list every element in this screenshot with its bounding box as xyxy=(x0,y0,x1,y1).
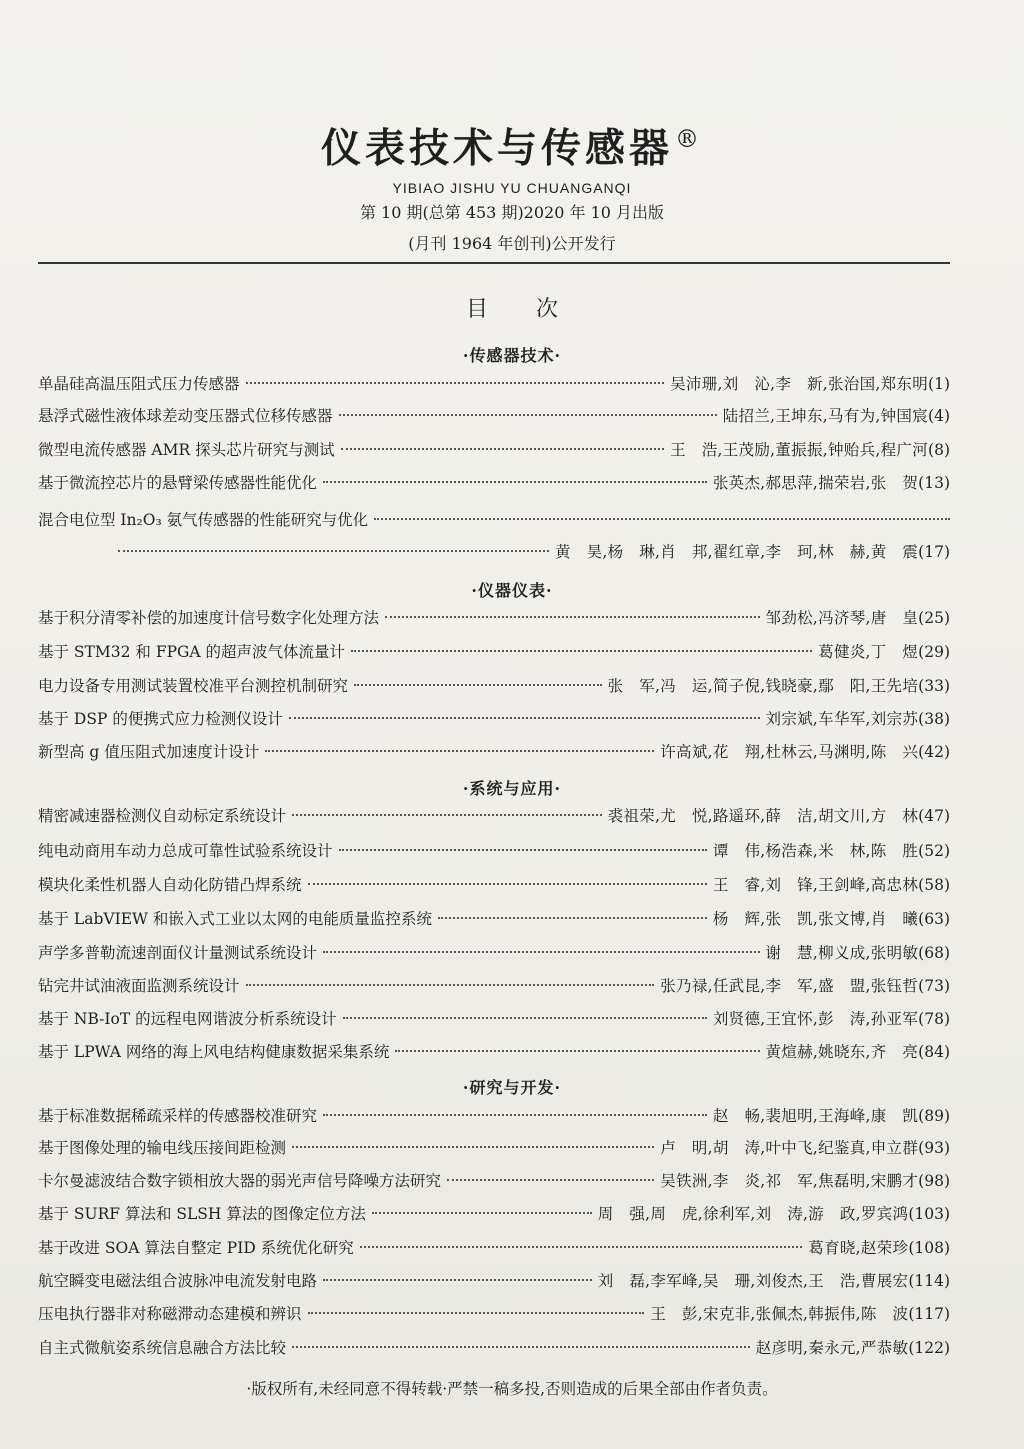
entry-authors: 赵 畅,裴旭明,王海峰,康 凯 xyxy=(712,1107,919,1125)
leader-dots xyxy=(323,951,760,953)
entry-authors: 黄煊赫,姚晓东,齐 亮 xyxy=(765,1043,919,1061)
entry-title: 精密减速器检测仪自动标定系统设计 xyxy=(38,807,287,825)
leader-dots xyxy=(395,1050,759,1052)
leader-dots xyxy=(374,518,950,520)
entry-page: (68) xyxy=(918,944,950,962)
entry-title: 自主式微航姿系统信息融合方法比较 xyxy=(38,1339,287,1357)
toc-entry-continuation[interactable] xyxy=(38,540,950,562)
leader-dots xyxy=(118,550,549,552)
entry-title: 基于 LPWA 网络的海上风电结构健康数据采集系统 xyxy=(38,1043,390,1061)
entry-title: 基于 LabVIEW 和嵌入式工业以太网的电能质量监控系统 xyxy=(38,910,432,928)
entry-title: 基于 SURF 算法和 SLSH 算法的图像定位方法 xyxy=(38,1205,366,1223)
toc-entry[interactable] xyxy=(38,404,950,426)
toc-entry[interactable] xyxy=(38,804,950,826)
entry-page: (117) xyxy=(908,1305,950,1323)
entry-authors: 刘宗斌,车华军,刘宗苏 xyxy=(765,710,919,728)
section-heading-systems: ·系统与应用· xyxy=(462,779,562,798)
entry-title: 单晶硅高温压阻式压力传感器 xyxy=(38,375,240,393)
toc-entry[interactable] xyxy=(38,873,950,895)
entry-page: (42) xyxy=(918,743,950,761)
leader-dots xyxy=(308,1312,645,1314)
entry-authors: 葛健炎,丁 煜 xyxy=(818,643,919,661)
entry-authors: 谭 伟,杨浩森,米 林,陈 胜 xyxy=(712,842,919,860)
entry-authors: 卢 明,胡 涛,叶中飞,纪鉴真,申立群 xyxy=(660,1139,919,1157)
entry-authors: 刘贤德,王宜怀,彭 涛,孙亚军 xyxy=(712,1010,919,1028)
entry-authors: 黄 昊,杨 琳,肖 邦,翟红章,李 珂,林 赫,黄 震 xyxy=(555,543,919,561)
founded-line: (月刊 1964 年创刊)公开发行 xyxy=(408,234,616,254)
entry-page: (17) xyxy=(918,543,950,561)
journal-title: 仪表技术与传感器® xyxy=(321,124,703,172)
entry-title: 卡尔曼滤波结合数字锁相放大器的弱光声信号降噪方法研究 xyxy=(38,1172,442,1190)
leader-dots xyxy=(438,917,707,919)
toc-entry[interactable] xyxy=(38,1269,950,1291)
copyright-notice: ·版权所有,未经同意不得转载·严禁一稿多投,否则造成的后果全部由作者负责。 xyxy=(246,1380,778,1398)
toc-entry[interactable] xyxy=(38,674,950,696)
entry-title: 悬浮式磁性液体球差动变压器式位移传感器 xyxy=(38,407,333,425)
registered-mark: ® xyxy=(675,125,703,153)
entry-page: (29) xyxy=(918,643,950,661)
toc-entry[interactable] xyxy=(38,471,950,493)
entry-page: (78) xyxy=(918,1010,950,1028)
entry-page: (4) xyxy=(928,407,950,425)
leader-dots xyxy=(292,1346,750,1348)
entry-authors: 杨 辉,张 凯,张文博,肖 曦 xyxy=(712,910,919,928)
leader-dots xyxy=(246,984,655,986)
leader-dots xyxy=(372,1212,592,1214)
entry-authors: 王 浩,王茂励,董振振,钟贻兵,程广河 xyxy=(670,441,929,459)
entry-page: (33) xyxy=(918,677,950,695)
entry-page: (84) xyxy=(918,1043,950,1061)
entry-authors: 赵彦明,秦永元,严恭敏 xyxy=(755,1339,909,1357)
entry-title: 基于 NB-IoT 的远程电网谐波分析系统设计 xyxy=(38,1010,337,1028)
toc-entry[interactable] xyxy=(38,1336,950,1358)
leader-dots xyxy=(447,1179,654,1181)
toc-entry[interactable] xyxy=(38,1007,950,1029)
section-heading-instruments: ·仪器仪表· xyxy=(471,581,553,600)
entry-authors: 邹劲松,冯济琴,唐 皇 xyxy=(765,609,919,627)
entry-authors: 周 强,周 虎,徐利军,刘 涛,游 政,罗宾鸿 xyxy=(597,1205,909,1223)
leader-dots xyxy=(323,481,707,483)
header-divider xyxy=(38,262,950,264)
entry-authors: 陆招兰,王坤东,马有为,钟国宸 xyxy=(722,407,929,425)
section-heading-sensor-tech: ·传感器技术· xyxy=(462,346,562,365)
entry-page: (73) xyxy=(918,977,950,995)
entry-authors: 刘 磊,李军峰,吴 珊,刘俊杰,王 浩,曹展宏 xyxy=(597,1272,909,1290)
entry-authors: 谢 慧,柳义成,张明敏 xyxy=(765,944,919,962)
leader-dots xyxy=(292,1146,654,1148)
entry-title: 基于图像处理的输电线压接间距检测 xyxy=(38,1139,287,1157)
entry-title: 基于积分清零补偿的加速度计信号数字化处理方法 xyxy=(38,609,380,627)
entry-page: (13) xyxy=(918,474,950,492)
entry-authors: 张 军,冯 运,简子倪,钱晓豪,鄢 阳,王先培 xyxy=(607,677,919,695)
toc-entry[interactable] xyxy=(38,1136,950,1158)
entry-page: (38) xyxy=(918,710,950,728)
toc-entry[interactable] xyxy=(38,1302,950,1324)
entry-page: (47) xyxy=(918,807,950,825)
entry-title: 基于标准数据稀疏采样的传感器校准研究 xyxy=(38,1107,318,1125)
toc-entry[interactable] xyxy=(38,438,950,460)
entry-authors: 吴沛珊,刘 沁,李 新,张治国,郑东明 xyxy=(670,375,929,393)
entry-authors: 葛育晓,赵荣珍 xyxy=(808,1239,909,1257)
entry-page: (108) xyxy=(908,1239,950,1257)
toc-heading: 目次 xyxy=(465,297,606,322)
leader-dots xyxy=(292,814,602,816)
toc-entry[interactable] xyxy=(38,1202,950,1224)
toc-entry[interactable] xyxy=(38,1104,950,1126)
leader-dots xyxy=(385,616,760,618)
journal-pinyin: YIBIAO JISHU YU CHUANGANQI xyxy=(392,180,632,197)
leader-dots xyxy=(351,650,812,652)
toc-entry[interactable] xyxy=(38,508,950,530)
leader-dots xyxy=(343,1017,707,1019)
entry-title: 航空瞬变电磁法组合波脉冲电流发射电路 xyxy=(38,1272,318,1290)
toc-entry[interactable] xyxy=(38,606,950,628)
entry-authors: 王 彭,宋克非,张佩杰,韩振伟,陈 波 xyxy=(650,1305,909,1323)
toc-entry[interactable] xyxy=(38,1040,950,1062)
leader-dots xyxy=(323,1279,592,1281)
toc-entry[interactable] xyxy=(38,1236,950,1258)
entry-title: 纯电动商用车动力总成可靠性试验系统设计 xyxy=(38,842,333,860)
entry-title: 混合电位型 In₂O₃ 氨气传感器的性能研究与优化 xyxy=(38,511,369,529)
entry-authors: 裘祖荣,尤 悦,路遥环,薛 洁,胡文川,方 林 xyxy=(607,807,919,825)
entry-authors: 张英杰,郝思萍,揣荣岩,张 贺 xyxy=(712,474,919,492)
leader-dots xyxy=(341,448,665,450)
entry-page: (103) xyxy=(908,1205,950,1223)
toc-entry[interactable] xyxy=(38,839,950,861)
entry-authors: 张乃禄,任武昆,李 军,盛 盟,张钰哲 xyxy=(660,977,919,995)
leader-dots xyxy=(323,1114,707,1116)
entry-title: 新型高 g 值压阻式加速度计设计 xyxy=(38,743,260,761)
entry-page: (52) xyxy=(918,842,950,860)
entry-page: (8) xyxy=(928,441,950,459)
entry-authors: 吴铁洲,李 炎,祁 军,焦磊明,宋鹏才 xyxy=(660,1172,919,1190)
toc-entry[interactable] xyxy=(38,707,950,729)
toc-entry[interactable] xyxy=(38,941,950,963)
entry-page: (25) xyxy=(918,609,950,627)
leader-dots xyxy=(289,717,760,719)
toc-entry[interactable] xyxy=(38,640,950,662)
toc-entry[interactable] xyxy=(38,372,950,394)
leader-dots xyxy=(308,883,707,885)
toc-entry[interactable] xyxy=(38,1169,950,1191)
leader-dots xyxy=(360,1246,803,1248)
entry-title: 声学多普勒流速剖面仪计量测试系统设计 xyxy=(38,944,318,962)
leader-dots xyxy=(265,750,654,752)
toc-entry[interactable] xyxy=(38,740,950,762)
entry-title: 模块化柔性机器人自动化防错凸焊系统 xyxy=(38,876,302,894)
entry-title: 电力设备专用测试装置校准平台测控机制研究 xyxy=(38,677,349,695)
entry-title: 基于 STM32 和 FPGA 的超声波气体流量计 xyxy=(38,643,346,661)
entry-title: 基于 DSP 的便携式应力检测仪设计 xyxy=(38,710,283,728)
entry-page: (89) xyxy=(918,1107,950,1125)
entry-page: (63) xyxy=(918,910,950,928)
masthead xyxy=(0,115,1024,254)
entry-title: 基于改进 SOA 算法自整定 PID 系统优化研究 xyxy=(38,1239,354,1257)
toc-entry[interactable] xyxy=(38,907,950,929)
entry-page: (122) xyxy=(908,1339,950,1357)
leader-dots xyxy=(339,849,707,851)
issue-line: 第 10 期(总第 453 期)2020 年 10 月出版 xyxy=(359,203,665,223)
entry-title: 微型电流传感器 AMR 探头芯片研究与测试 xyxy=(38,441,335,459)
entry-page: (1) xyxy=(928,375,950,393)
entry-title: 钻完井试油液面监测系统设计 xyxy=(38,977,240,995)
entry-title: 基于微流控芯片的悬臂梁传感器性能优化 xyxy=(38,474,318,492)
section-heading-research: ·研究与开发· xyxy=(462,1078,562,1097)
entry-page: (58) xyxy=(918,876,950,894)
entry-authors: 王 睿,刘 锋,王剑峰,高忠林 xyxy=(712,876,919,894)
entry-title: 压电执行器非对称磁滞动态建模和辨识 xyxy=(38,1305,302,1323)
entry-page: (114) xyxy=(908,1272,950,1290)
entry-page: (93) xyxy=(918,1139,950,1157)
leader-dots xyxy=(354,684,602,686)
entry-authors: 许高斌,花 翔,杜林云,马渊明,陈 兴 xyxy=(660,743,919,761)
toc-entry[interactable] xyxy=(38,974,950,996)
entry-page: (98) xyxy=(918,1172,950,1190)
leader-dots xyxy=(339,414,717,416)
leader-dots xyxy=(246,382,665,384)
